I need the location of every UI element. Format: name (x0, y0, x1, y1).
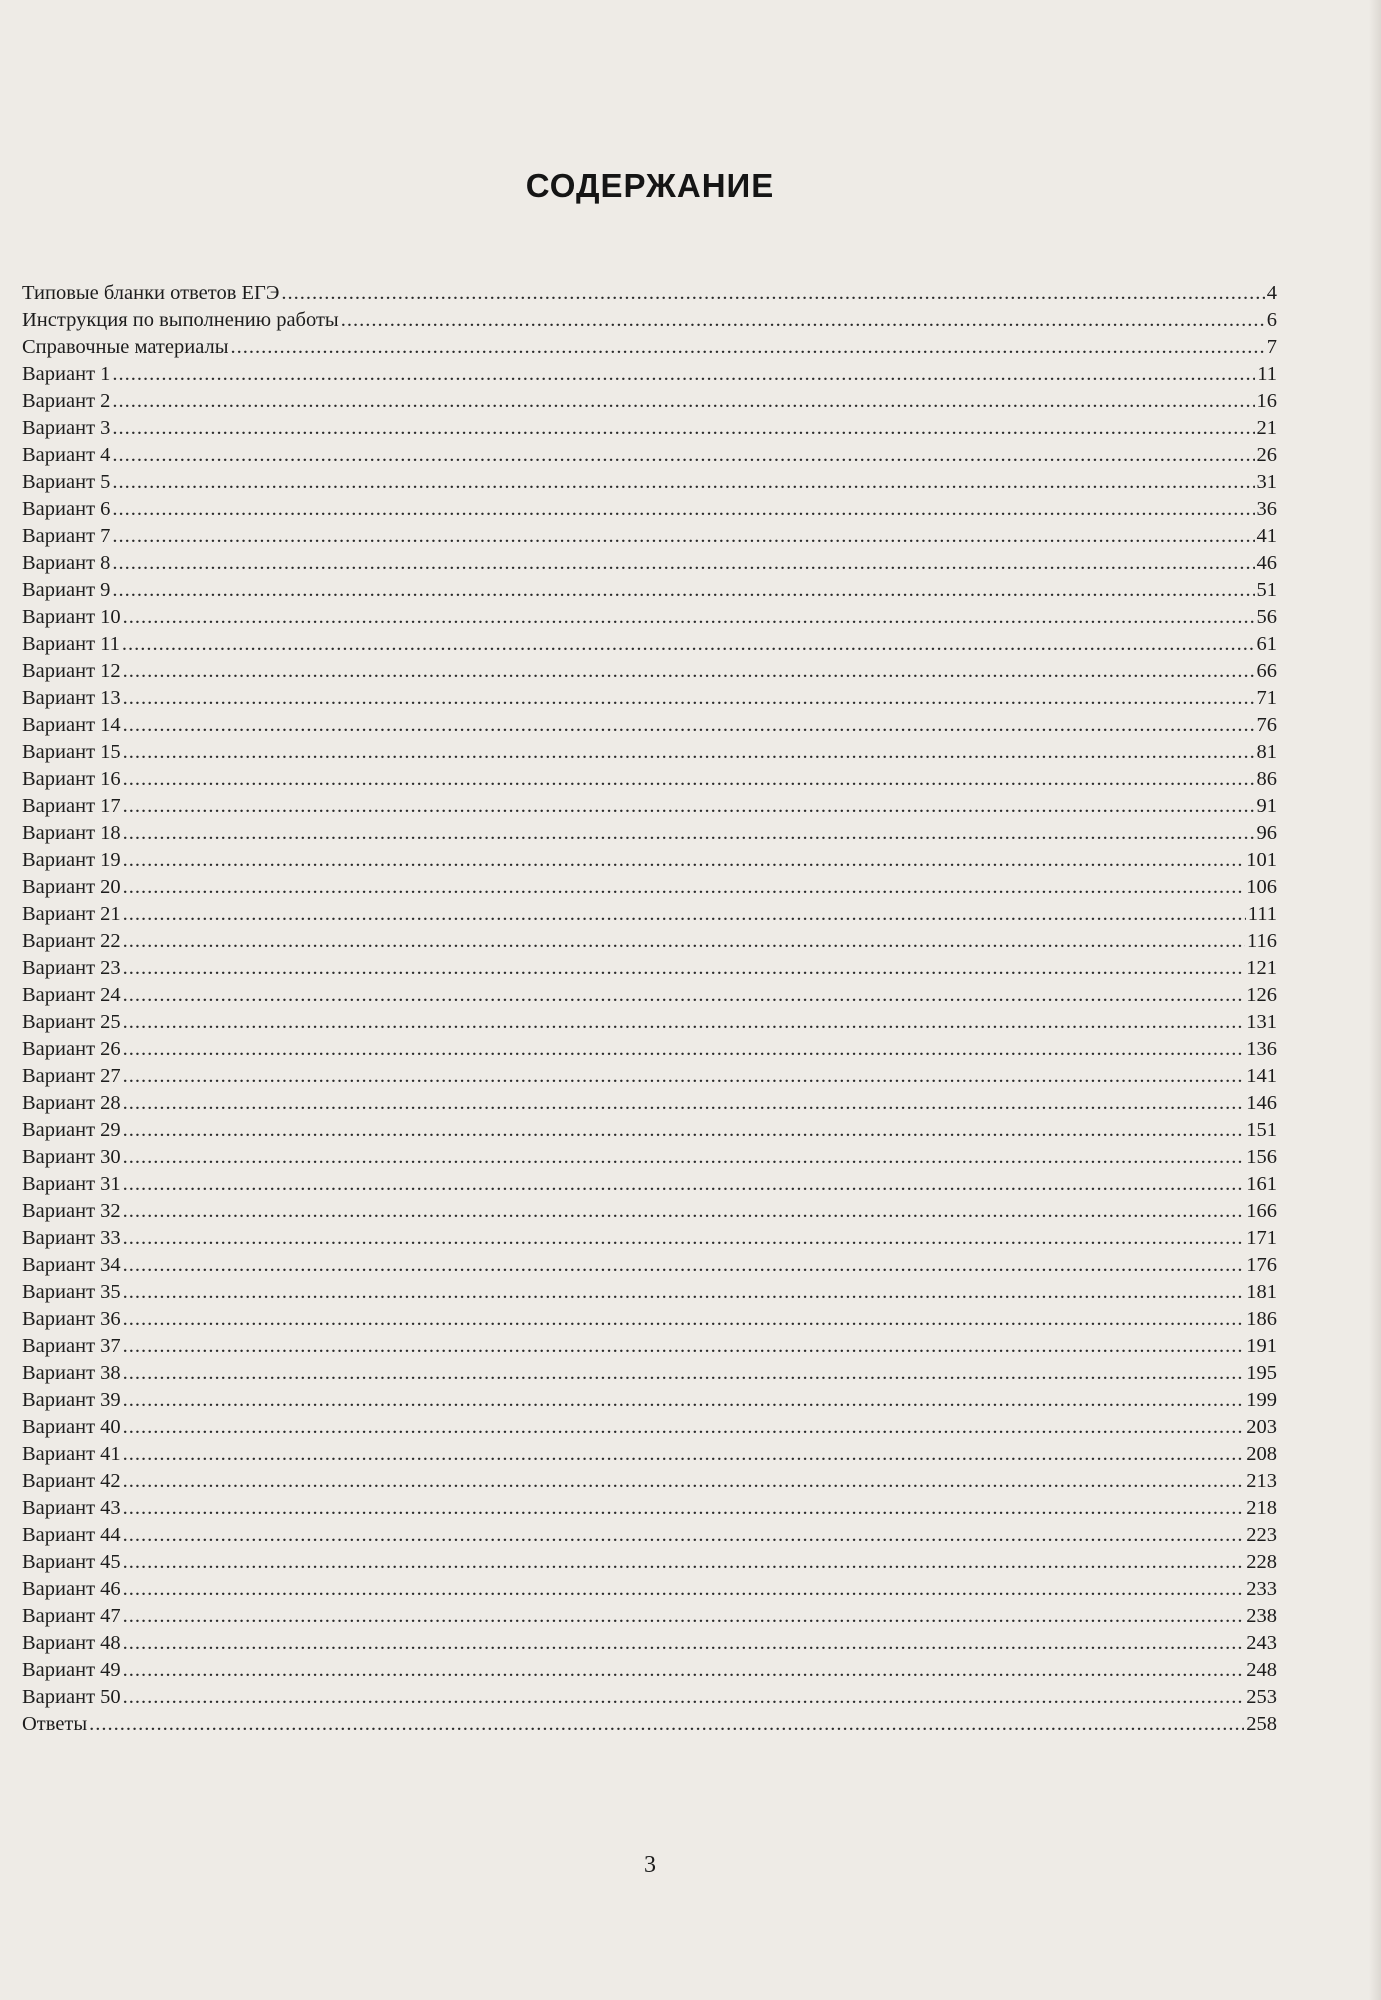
toc-entry (22, 982, 1277, 1009)
toc-entry-page: 51 (1256, 579, 1277, 601)
toc-leader-dots (112, 577, 1254, 604)
toc-leader-dots (123, 982, 1245, 1009)
toc-leader-dots (123, 685, 1255, 712)
toc-entry-page: 248 (1246, 1659, 1277, 1681)
toc-entry-label: Вариант 35 (22, 1281, 121, 1303)
toc-leader-dots (123, 1225, 1245, 1252)
toc-entry-page: 6 (1266, 309, 1277, 331)
toc-entry-page: 81 (1256, 741, 1277, 763)
toc-entry-label: Вариант 8 (22, 552, 111, 574)
toc-leader-dots (112, 442, 1254, 469)
toc-entry-label: Вариант 6 (22, 498, 111, 520)
toc-entry-label: Вариант 21 (22, 903, 121, 925)
toc-entry-page: 203 (1246, 1416, 1277, 1438)
toc-leader-dots (123, 793, 1255, 820)
toc-leader-dots (123, 1576, 1245, 1603)
toc-entry (22, 1306, 1277, 1333)
toc-entry (22, 1468, 1277, 1495)
toc-entry-page: 191 (1246, 1335, 1277, 1357)
toc-entry-label: Вариант 36 (22, 1308, 121, 1330)
toc-leader-dots (123, 874, 1245, 901)
toc-entry (22, 1117, 1277, 1144)
toc-entry-label: Вариант 33 (22, 1227, 121, 1249)
toc-entry-page: 86 (1256, 768, 1277, 790)
toc-entry (22, 1684, 1277, 1711)
toc-entry-page: 238 (1246, 1605, 1277, 1627)
toc-leader-dots (112, 415, 1254, 442)
toc-leader-dots (123, 1306, 1245, 1333)
toc-entry (22, 1657, 1277, 1684)
toc-entry-label: Вариант 23 (22, 957, 121, 979)
toc-entry (22, 1576, 1277, 1603)
toc-entry-label: Вариант 37 (22, 1335, 121, 1357)
toc-entry-page: 56 (1256, 606, 1277, 628)
toc-entry-page: 66 (1256, 660, 1277, 682)
toc-entry-label: Вариант 43 (22, 1497, 121, 1519)
toc-entry-page: 228 (1246, 1551, 1277, 1573)
toc-entry-page: 91 (1256, 795, 1277, 817)
toc-entry-page: 208 (1246, 1443, 1277, 1465)
toc-entry-label: Вариант 17 (22, 795, 121, 817)
toc-leader-dots (123, 1171, 1245, 1198)
toc-entry (22, 442, 1277, 469)
toc-entry-label: Вариант 46 (22, 1578, 121, 1600)
toc-leader-dots (231, 334, 1265, 361)
toc-entry (22, 739, 1277, 766)
toc-leader-dots (123, 820, 1255, 847)
toc-leader-dots (123, 1549, 1245, 1576)
toc-entry (22, 496, 1277, 523)
toc-leader-dots (112, 550, 1254, 577)
toc-entry (22, 604, 1277, 631)
toc-entry (22, 847, 1277, 874)
toc-entry-label: Вариант 5 (22, 471, 111, 493)
toc-entry-label: Вариант 34 (22, 1254, 121, 1276)
toc-entry-label: Вариант 30 (22, 1146, 121, 1168)
toc-leader-dots (123, 1009, 1245, 1036)
toc-leader-dots (123, 955, 1245, 982)
toc-entry-label: Вариант 40 (22, 1416, 121, 1438)
toc-leader-dots (112, 361, 1255, 388)
toc-entry-label: Вариант 13 (22, 687, 121, 709)
toc-entry (22, 1171, 1277, 1198)
toc-leader-dots (123, 1252, 1245, 1279)
toc-entry-page: 156 (1246, 1146, 1277, 1168)
toc-entry-label: Вариант 49 (22, 1659, 121, 1681)
toc-entry (22, 1036, 1277, 1063)
toc-leader-dots (123, 1144, 1245, 1171)
toc-entry-label: Вариант 18 (22, 822, 121, 844)
toc-leader-dots (123, 658, 1255, 685)
toc-leader-dots (112, 523, 1254, 550)
toc-entry (22, 1414, 1277, 1441)
toc-entry (22, 1630, 1277, 1657)
toc-entry (22, 1198, 1277, 1225)
toc-leader-dots (123, 928, 1245, 955)
toc-leader-dots (112, 469, 1254, 496)
toc-entry (22, 1063, 1277, 1090)
toc-entry-page: 111 (1247, 903, 1277, 925)
toc-entry-page: 41 (1256, 525, 1277, 547)
toc-entry-label: Вариант 19 (22, 849, 121, 871)
toc-entry-label: Вариант 28 (22, 1092, 121, 1114)
toc-entry-page: 141 (1246, 1065, 1277, 1087)
toc-entry-label: Вариант 50 (22, 1686, 121, 1708)
toc-entry (22, 793, 1277, 820)
toc-entry (22, 1522, 1277, 1549)
toc-entry (22, 1387, 1277, 1414)
toc-entry-label: Вариант 14 (22, 714, 121, 736)
toc-entry-page: 136 (1246, 1038, 1277, 1060)
toc-entry (22, 820, 1277, 847)
toc-entry (22, 523, 1277, 550)
toc-entry-label: Вариант 38 (22, 1362, 121, 1384)
toc-entry (22, 1441, 1277, 1468)
toc-entry-label: Вариант 41 (22, 1443, 121, 1465)
toc-entry-label: Типовые бланки ответов ЕГЭ (22, 282, 280, 304)
toc-entry (22, 1090, 1277, 1117)
toc-entry (22, 1144, 1277, 1171)
toc-entry-label: Вариант 4 (22, 444, 111, 466)
toc-entry-page: 195 (1246, 1362, 1277, 1384)
toc-entry-page: 101 (1246, 849, 1277, 871)
toc-leader-dots (123, 1657, 1245, 1684)
toc-entry (22, 1495, 1277, 1522)
toc-entry-label: Вариант 7 (22, 525, 111, 547)
toc-leader-dots (123, 1495, 1245, 1522)
toc-entry (22, 361, 1277, 388)
toc-entry-label: Вариант 9 (22, 579, 111, 601)
toc-leader-dots (123, 766, 1255, 793)
toc-entry (22, 415, 1277, 442)
toc-leader-dots (123, 1630, 1245, 1657)
toc-entry (22, 766, 1277, 793)
toc-entry (22, 334, 1277, 361)
toc-entry (22, 469, 1277, 496)
toc-leader-dots (123, 604, 1255, 631)
toc-entry (22, 928, 1277, 955)
toc-entry-page: 213 (1246, 1470, 1277, 1492)
toc-entry-page: 126 (1246, 984, 1277, 1006)
toc-leader-dots (123, 901, 1246, 928)
toc-entry-label: Инструкция по выполнению работы (22, 309, 339, 331)
toc-leader-dots (123, 1333, 1245, 1360)
toc-leader-dots (112, 388, 1254, 415)
toc-entry-page: 181 (1246, 1281, 1277, 1303)
toc-leader-dots (123, 1036, 1245, 1063)
toc-leader-dots (123, 1279, 1245, 1306)
toc-entry-page: 131 (1246, 1011, 1277, 1033)
toc-leader-dots (281, 280, 1264, 307)
toc-leader-dots (122, 631, 1255, 658)
toc-entry-page: 46 (1256, 552, 1277, 574)
toc-entry-page: 176 (1246, 1254, 1277, 1276)
toc-leader-dots (123, 712, 1255, 739)
toc-leader-dots (123, 1441, 1245, 1468)
toc-entry (22, 901, 1277, 928)
toc-entry-label: Вариант 48 (22, 1632, 121, 1654)
table-of-contents (22, 280, 1277, 1738)
toc-entry-page: 243 (1246, 1632, 1277, 1654)
toc-leader-dots (123, 1603, 1245, 1630)
toc-entry-page: 116 (1247, 930, 1277, 952)
toc-entry-label: Вариант 29 (22, 1119, 121, 1141)
toc-leader-dots (123, 1063, 1245, 1090)
toc-entry-page: 106 (1246, 876, 1277, 898)
toc-entry-page: 199 (1246, 1389, 1277, 1411)
toc-entry-label: Вариант 44 (22, 1524, 121, 1546)
toc-leader-dots (123, 1684, 1245, 1711)
toc-entry (22, 1360, 1277, 1387)
toc-entry-page: 121 (1246, 957, 1277, 979)
toc-leader-dots (89, 1711, 1244, 1738)
toc-entry (22, 1279, 1277, 1306)
toc-entry-page: 7 (1266, 336, 1277, 358)
toc-entry-page: 233 (1246, 1578, 1277, 1600)
toc-entry-page: 16 (1256, 390, 1277, 412)
toc-entry-page: 186 (1246, 1308, 1277, 1330)
toc-entry-page: 61 (1256, 633, 1277, 655)
toc-entry (22, 1711, 1277, 1738)
toc-entry-label: Вариант 11 (22, 633, 120, 655)
toc-leader-dots (123, 847, 1245, 874)
toc-entry (22, 685, 1277, 712)
toc-entry-page: 253 (1246, 1686, 1277, 1708)
toc-entry (22, 1225, 1277, 1252)
toc-entry (22, 577, 1277, 604)
toc-entry-label: Вариант 31 (22, 1173, 121, 1195)
toc-leader-dots (112, 496, 1254, 523)
toc-entry-label: Вариант 42 (22, 1470, 121, 1492)
toc-leader-dots (123, 1468, 1245, 1495)
toc-entry (22, 874, 1277, 901)
toc-entry (22, 658, 1277, 685)
toc-entry-page: 4 (1266, 282, 1277, 304)
toc-entry (22, 307, 1277, 334)
toc-entry (22, 280, 1277, 307)
toc-entry-label: Вариант 24 (22, 984, 121, 1006)
toc-entry-label: Вариант 16 (22, 768, 121, 790)
page-number: 3 (644, 1852, 656, 1878)
toc-leader-dots (341, 307, 1265, 334)
toc-leader-dots (123, 1387, 1245, 1414)
toc-entry-page: 218 (1246, 1497, 1277, 1519)
page-title: СОДЕРЖАНИЕ (525, 167, 775, 204)
page-edge-shadow (1369, 0, 1381, 2000)
toc-entry-page: 36 (1256, 498, 1277, 520)
toc-entry-label: Вариант 25 (22, 1011, 121, 1033)
toc-leader-dots (123, 1522, 1245, 1549)
toc-entry-label: Вариант 27 (22, 1065, 121, 1087)
toc-entry-page: 21 (1256, 417, 1277, 439)
toc-entry-label: Вариант 26 (22, 1038, 121, 1060)
toc-entry (22, 1603, 1277, 1630)
toc-entry (22, 1333, 1277, 1360)
toc-entry-label: Вариант 2 (22, 390, 111, 412)
toc-entry-label: Вариант 22 (22, 930, 121, 952)
toc-entry-label: Вариант 47 (22, 1605, 121, 1627)
toc-entry-page: 96 (1256, 822, 1277, 844)
toc-entry-label: Вариант 3 (22, 417, 111, 439)
toc-entry-page: 151 (1246, 1119, 1277, 1141)
toc-entry (22, 1009, 1277, 1036)
toc-entry-page: 31 (1256, 471, 1277, 493)
toc-leader-dots (123, 1090, 1245, 1117)
toc-leader-dots (123, 1360, 1245, 1387)
toc-entry-label: Вариант 12 (22, 660, 121, 682)
toc-entry-page: 258 (1246, 1713, 1277, 1735)
toc-entry-label: Вариант 10 (22, 606, 121, 628)
toc-leader-dots (123, 1198, 1245, 1225)
toc-entry (22, 1549, 1277, 1576)
toc-entry-label: Вариант 15 (22, 741, 121, 763)
toc-entry (22, 631, 1277, 658)
toc-entry (22, 550, 1277, 577)
toc-entry-label: Вариант 39 (22, 1389, 121, 1411)
toc-leader-dots (123, 1117, 1245, 1144)
toc-entry-label: Вариант 45 (22, 1551, 121, 1573)
toc-entry (22, 388, 1277, 415)
toc-entry-page: 223 (1246, 1524, 1277, 1546)
toc-entry-label: Ответы (22, 1713, 88, 1735)
toc-entry (22, 955, 1277, 982)
toc-entry-page: 11 (1257, 363, 1277, 385)
toc-entry-page: 71 (1256, 687, 1277, 709)
toc-entry (22, 712, 1277, 739)
toc-entry-page: 146 (1246, 1092, 1277, 1114)
toc-entry-label: Вариант 32 (22, 1200, 121, 1222)
toc-entry-page: 26 (1256, 444, 1277, 466)
toc-leader-dots (123, 739, 1255, 766)
toc-leader-dots (123, 1414, 1245, 1441)
toc-entry-label: Вариант 20 (22, 876, 121, 898)
toc-entry-page: 166 (1246, 1200, 1277, 1222)
toc-entry-label: Справочные материалы (22, 336, 229, 358)
toc-entry-label: Вариант 1 (22, 363, 111, 385)
toc-entry-page: 171 (1246, 1227, 1277, 1249)
toc-entry-page: 161 (1246, 1173, 1277, 1195)
toc-entry (22, 1252, 1277, 1279)
toc-entry-page: 76 (1256, 714, 1277, 736)
